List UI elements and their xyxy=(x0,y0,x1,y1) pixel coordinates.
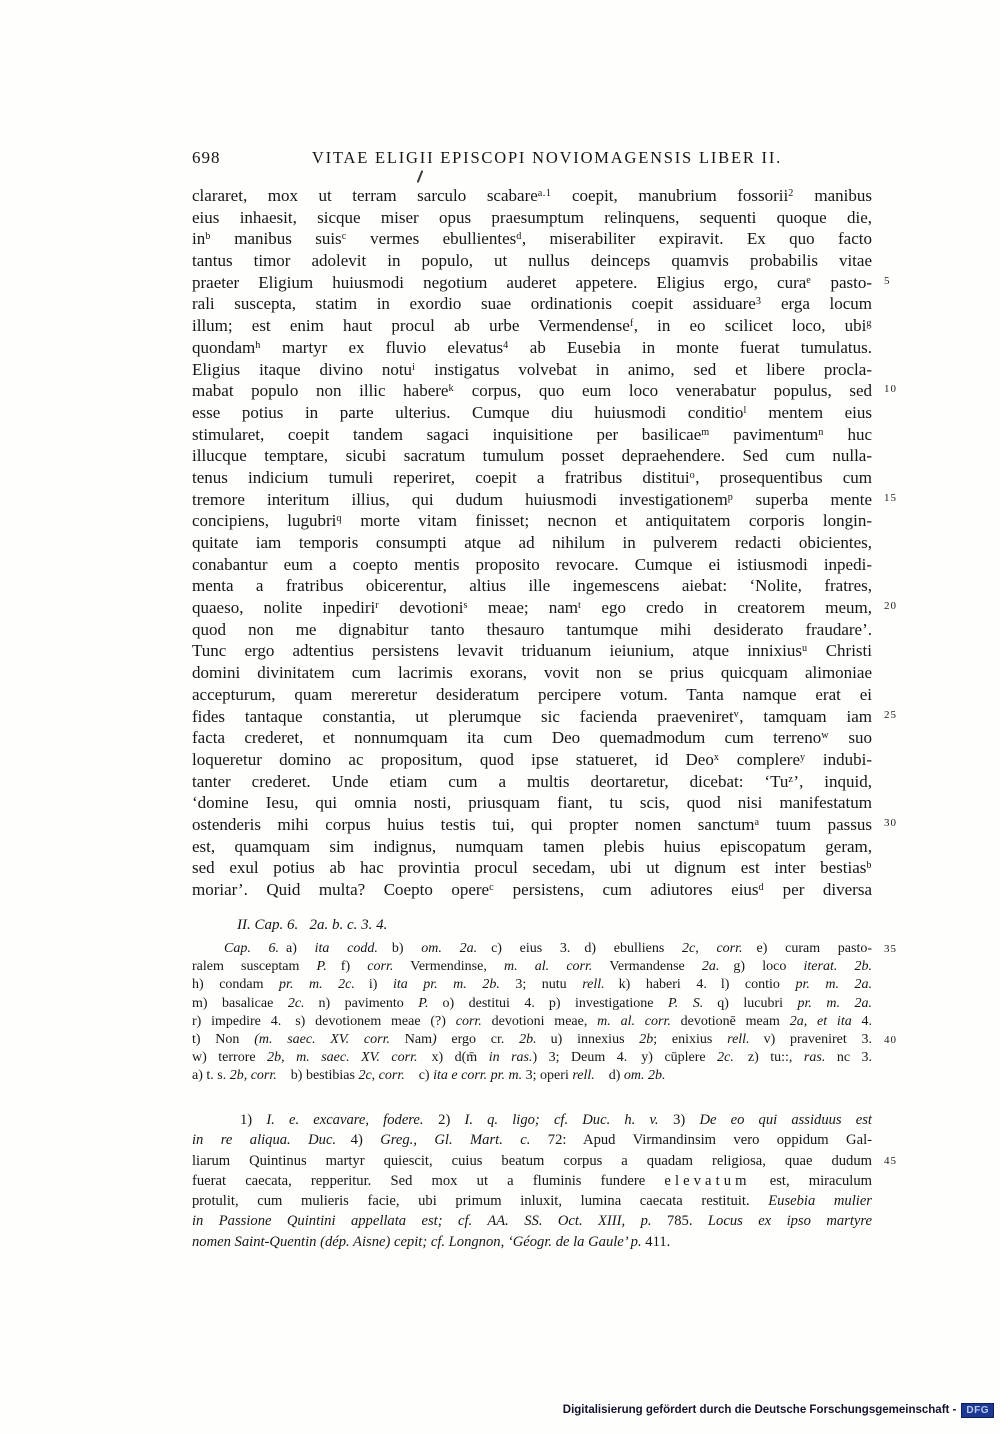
apparatus-line xyxy=(192,1014,872,1032)
margin-line-number: 30 xyxy=(884,816,897,829)
line-text: conabantur eum a coepto mentis proposito revocare. Cumque ei istiusmodi inpedi- xyxy=(192,554,872,574)
apparatus-line xyxy=(192,959,872,977)
text-line xyxy=(192,381,897,403)
line-text: eius inhaesit, sicque miser opus praesumptum relinquens, sequenti quoque die, xyxy=(192,207,872,227)
line-text: ostenderis mihi corpus huius testis tui, qui propter nomen sanctum$^a$ tuum passus xyxy=(192,814,873,834)
text-line xyxy=(192,229,872,251)
line-text: quaeso, nolite inpediri$^r$ devotioni$^s$ meae; nam$^t$ ego credo in creatorem meum, xyxy=(192,598,872,618)
line-text: tanter crederet. Unde etiam cum a multis deortaretur, dicebat: ‘Tu$^z$’, inquid, xyxy=(192,771,873,791)
text-line xyxy=(192,533,872,555)
text-line xyxy=(192,186,872,208)
text-line xyxy=(192,814,897,837)
text-line xyxy=(192,858,872,880)
text-line xyxy=(192,728,872,750)
line-text: quitate iam temporis consumpti atque ad nihilum in pulverem redacti obicientes, xyxy=(192,533,872,552)
margin-line-number: 35 xyxy=(884,943,897,955)
chapter-caption: II. Cap. 6. 2a. b. c. 3. 4. xyxy=(237,917,388,933)
footnote-line xyxy=(192,1112,872,1132)
dfg-logo: DFG xyxy=(961,1403,994,1418)
text-line xyxy=(192,489,897,512)
line-text: Eligius itaque divino notu$^i$ instigatus volvebat in animo, sed et libere procla- xyxy=(192,359,872,379)
line-text: accepturum, quam mereretur desideratum percipere votum. Tanta namque erat ei xyxy=(192,684,872,704)
text-line xyxy=(192,750,872,772)
apparatus-line xyxy=(192,941,897,959)
stray-mark xyxy=(417,170,424,183)
main-text-block xyxy=(192,186,897,902)
margin-line-number: 40 xyxy=(884,1033,897,1046)
line-text: r) impedire 4. s) devotionem meae (?) corr. devotioni meae, m. al. corr. devotionē meam 2a, et ita 4. xyxy=(192,1013,873,1029)
text-line xyxy=(192,208,872,230)
margin-line-number: 5 xyxy=(884,274,891,287)
margin-line-number: 15 xyxy=(884,491,897,504)
text-line xyxy=(192,641,872,663)
text-line xyxy=(192,294,872,316)
margin-line-number: 10 xyxy=(884,383,897,396)
text-line xyxy=(192,425,872,447)
line-text: 1) I. e. excavare, fodere. 2) I. q. ligo; cf. Duc. h. v. 3) De eo qui assiduus est xyxy=(240,1112,872,1128)
footnote-line xyxy=(192,1234,872,1254)
line-text: facta crederet, et nonnumquam ita cum Deo quemadmodum cum terreno$^w$ suo xyxy=(192,728,872,748)
page-number: 698 xyxy=(192,148,221,167)
page-header xyxy=(192,148,872,170)
line-text: loqueretur domino ac propositum, quod ipse statueret, id Deo$^x$ complere$^y$ indubi- xyxy=(192,749,873,769)
apparatus-line xyxy=(192,1031,897,1050)
line-text: protulit, cum mulieris facie, ubi primum inluxit, lumina caecata restituit. Eusebia mulier xyxy=(192,1193,872,1210)
line-text: in re aliqua. Duc. 4) Greg., Gl. Mart. c. 72: Apud Virmandinsim vero oppidum Gal- xyxy=(192,1132,872,1149)
margin-line-number: 25 xyxy=(884,708,897,721)
line-text: ralem susceptam P. f) corr. Vermendinse, m. al. corr. Vermandense 2a. g) loco iterat. 2b. xyxy=(192,959,873,975)
text-line xyxy=(192,598,897,620)
text-line xyxy=(192,663,872,685)
line-text: rali suscepta, statim in exordio suae ordinationis coepit assiduare$^3$ erga locum xyxy=(192,294,872,314)
running-title: VITAE ELIGII EPISCOPI NOVIOMAGENSIS LIBER II. xyxy=(311,148,783,167)
text-line xyxy=(192,706,897,729)
credit-text: Digitalisierung gefördert durch die Deutsche Forschungsgemeinschaft - xyxy=(562,1404,957,1416)
line-text: tenus indicium tumuli reperiret, coepit a fratribus distitui$^o$, prosequentibus cum xyxy=(192,467,873,487)
line-text: tantus timor adolevit in populo, ut nullus deinceps quamvis probabilis vitae xyxy=(192,251,872,271)
line-text: m) basalicae 2c. n) pavimento P. o) destitui 4. p) investigatione P. S. q) lucubri pr. m. 2a. xyxy=(192,995,872,1011)
apparatus-line xyxy=(192,1068,872,1086)
line-text: illucque temptare, sicubi sacratum tumulum posset depraehendere. Sed cum nulla- xyxy=(192,446,872,466)
line-text: quondam$^h$ martyr ex fluvio elevatus$^4$ ab Eusebia in monte fuerat tumulatus. xyxy=(192,337,872,357)
line-text: sed exul potius ab hac provintia procul secedam, ubi ut dignum est inter bestias$^b$ xyxy=(192,858,872,878)
text-line xyxy=(192,403,872,425)
line-text: Tunc ergo adtentius persistens levavit triduanum ieiunium, atque innixius$^u$ Christi xyxy=(192,641,872,661)
text-line xyxy=(192,251,872,273)
text-line xyxy=(192,555,872,577)
footnote-line xyxy=(192,1152,897,1173)
line-text: praeter Eligium huiusmodi negotium auderet appetere. Eligius ergo, cura$^e$ pasto- xyxy=(192,272,872,292)
line-text: concipiens, lugubri$^q$ morte vitam finisset; necnon et antiquitatem corporis longin- xyxy=(192,511,872,531)
text-line xyxy=(192,272,891,295)
line-text: illum; est enim haut procul ab urbe Vermendense$^f$, in eo scilicet loco, ubi$^g$ xyxy=(192,316,872,336)
line-text: clararet, mox ut terram sarculo scabare$^{a.1}$ coepit, manubrium fossorii$^2$ manibus xyxy=(192,186,872,205)
critical-apparatus-block xyxy=(192,941,897,1087)
line-text: nomen Saint-Quentin (dép. Aisne) cepit; cf. Longnon, ‘Géogr. de la Gaule’ p. 411. xyxy=(192,1233,671,1250)
text-line xyxy=(192,338,872,360)
footnotes-block xyxy=(192,1112,897,1254)
line-text: tremore interitum illius, qui dudum huiusmodi investigationem$^p$ superba mente xyxy=(192,489,873,509)
apparatus-line xyxy=(192,996,872,1014)
text-line xyxy=(192,880,872,902)
line-text: ‘domine Iesu, qui omnia nosti, priusquam fiant, tu scis, quod nisi manifestatum xyxy=(192,793,872,813)
text-line xyxy=(192,685,872,707)
line-text: t) Non (m. saec. XV. corr. Nam) ergo cr. 2b. u) innexius 2b; enixius rell. v) praveniret 3. xyxy=(192,1031,872,1047)
line-text: menta a fratribus obicerentur, altius ille ingemescens aiebat: ‘Nolite, fratres, xyxy=(192,576,872,596)
text-line xyxy=(192,620,872,642)
line-text: a) t. s. 2b, corr. b) bestibias 2c, corr. c) ita e corr. pr. m. 3; operi rell. d) om. 2b. xyxy=(192,1068,666,1084)
line-text: liarum Quintinus martyr quiescit, cuius beatum corpus a quadam religiosa, quae dudum xyxy=(192,1152,872,1169)
text-line xyxy=(192,468,872,490)
apparatus-line xyxy=(192,977,872,995)
line-text: in Passione Quintini appellata est; cf. AA. SS. Oct. XIII, p. 785. Locus ex ipso martyre xyxy=(192,1213,872,1230)
line-text: moriar’. Quid multa? Coepto opere$^c$ persistens, cum adiutores eius$^d$ per diversa xyxy=(192,880,872,899)
digitization-credit xyxy=(563,1401,994,1419)
text-line xyxy=(192,576,872,598)
text-line xyxy=(192,360,872,382)
line-text: $in^b$ manibus suis$^c$ vermes ebullientes$^d$, miserabiliter expiravit. Ex quo facto xyxy=(192,229,872,249)
line-text: quod non me dignabitur tanto thesauro tantumque mihi desiderato fraudare’. xyxy=(192,619,872,639)
line-text: stimularet, coepit tandem sagaci inquisitione per basilicae$^m$ pavimentum$^n$ huc xyxy=(192,424,873,444)
line-text: domini divinitatem cum lacrimis exorans, vovit non se prius quicquam alimoniae xyxy=(192,663,872,683)
line-text: Cap. 6. a) ita codd. b) om. 2a. c) eius 3. d) ebulliens 2c, corr. e) curam pasto- xyxy=(224,941,873,956)
line-text: fuerat caecata, repperitur. Sed mox ut a fluminis fundere elevatum est, miraculum xyxy=(192,1172,872,1189)
line-text: h) condam pr. m. 2c. i) ita pr. m. 2b. 3; nutu rell. k) haberi 4. l) contio pr. m. 2a. xyxy=(192,977,873,993)
line-text: esse potius in parte ulterius. Cumque diu huiusmodi conditio$^l$ mentem eius xyxy=(192,402,872,422)
text-line xyxy=(192,511,872,533)
margin-line-number: 45 xyxy=(884,1154,897,1167)
line-text: w) terrore 2b, m. saec. XV. corr. x) d(m̄ in ras.) 3; Deum 4. y) cūplere 2c. z) tu::, ras. nc 3. xyxy=(192,1050,873,1066)
apparatus-line xyxy=(192,1050,872,1068)
footnote-line xyxy=(192,1132,872,1152)
line-text: est, quamquam sim indignus, numquam tamen plebis huius episcopatum geram, xyxy=(192,836,872,856)
text-line xyxy=(192,446,872,468)
footnote-line xyxy=(192,1173,872,1193)
margin-line-number: 20 xyxy=(884,600,897,613)
text-line xyxy=(192,316,872,338)
text-line xyxy=(192,772,872,794)
line-text: mabat populo non illic habere$^k$ corpus, quo eum loco venerabatur populus, sed xyxy=(192,381,872,401)
footnote-line xyxy=(192,1193,872,1213)
text-line xyxy=(192,837,872,859)
text-line xyxy=(192,793,872,815)
line-text: fides tantaque constantia, ut plerumque sic facienda praeveniret$^v$, tamquam iam xyxy=(192,706,872,726)
footnote-line xyxy=(192,1213,872,1233)
